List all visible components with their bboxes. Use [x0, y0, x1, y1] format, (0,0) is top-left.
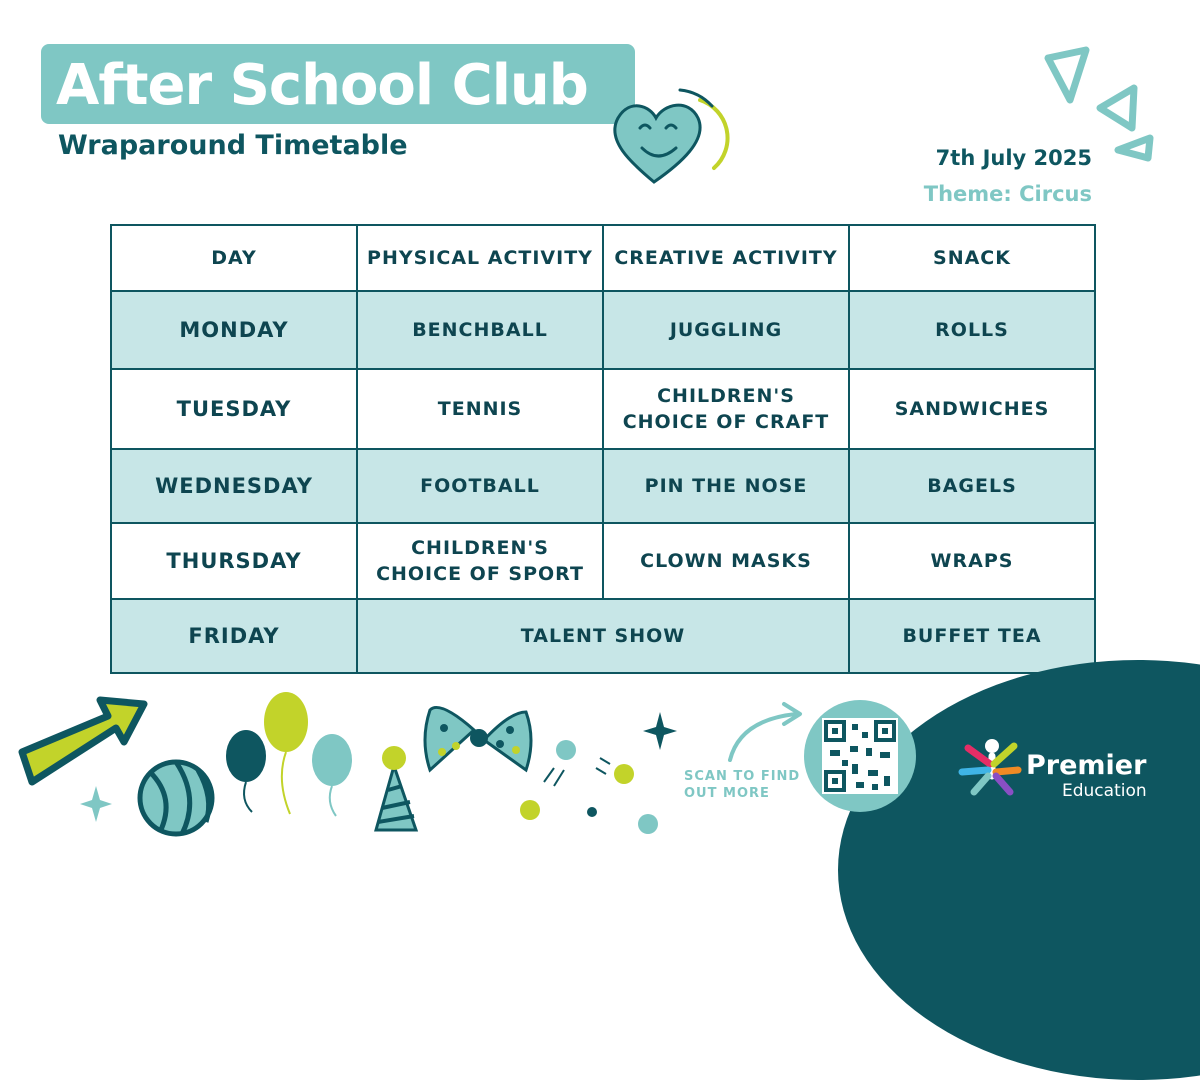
- snack-cell: SANDWICHES: [849, 369, 1095, 449]
- brand-name: Premier: [1026, 750, 1147, 781]
- triangle-burst-icon: [1048, 50, 1150, 158]
- arrow-icon: [22, 700, 144, 782]
- beach-ball-icon: [140, 762, 212, 834]
- page-title: After School Club: [56, 53, 588, 118]
- day-cell: WEDNESDAY: [111, 449, 357, 523]
- date-label: 7th July 2025: [935, 146, 1092, 170]
- header-day: DAY: [111, 225, 357, 291]
- table-row: [111, 599, 1095, 673]
- table-row: [111, 523, 1095, 599]
- creative-cell: JUGGLING: [603, 291, 849, 369]
- physical-cell: TENNIS: [357, 369, 603, 449]
- snack-cell: WRAPS: [849, 523, 1095, 599]
- header-snack: SNACK: [849, 225, 1095, 291]
- header-creative: CREATIVE ACTIVITY: [603, 225, 849, 291]
- physical-cell: BENCHBALL: [357, 291, 603, 369]
- creative-cell: CLOWN MASKS: [603, 523, 849, 599]
- sparkle-icon: [643, 712, 677, 750]
- header-row: [111, 225, 1095, 291]
- day-cell: FRIDAY: [111, 599, 357, 673]
- snack-cell: ROLLS: [849, 291, 1095, 369]
- sparkle-icon: [80, 786, 112, 822]
- snack-cell: BAGELS: [849, 449, 1095, 523]
- table-row: [111, 369, 1095, 449]
- theme-label: Theme: Circus: [923, 182, 1092, 206]
- day-cell: THURSDAY: [111, 523, 357, 599]
- page-subtitle: Wraparound Timetable: [58, 130, 408, 161]
- day-cell: TUESDAY: [111, 369, 357, 449]
- header-physical: PHYSICAL ACTIVITY: [357, 225, 603, 291]
- creative-cell: CHILDREN'S CHOICE OF CRAFT: [603, 369, 849, 449]
- day-cell: MONDAY: [111, 291, 357, 369]
- scan-caption: SCAN TO FIND OUT MORE: [684, 769, 801, 801]
- juggling-balls-icon: [520, 740, 658, 834]
- party-hat-icon: [376, 746, 416, 830]
- timetable: [110, 224, 1096, 674]
- snack-cell: BUFFET TEA: [849, 599, 1095, 673]
- physical-cell: FOOTBALL: [357, 449, 603, 523]
- creative-cell: PIN THE NOSE: [603, 449, 849, 523]
- bow-tie-icon: [425, 708, 531, 771]
- table-row: [111, 449, 1095, 523]
- brand-subtitle: Education: [1062, 781, 1147, 801]
- scan-arrow-icon: [730, 714, 796, 760]
- table-row: [111, 291, 1095, 369]
- combined-activity-cell: TALENT SHOW: [357, 599, 849, 673]
- corner-shape: [838, 660, 1200, 1080]
- balloon-icon: [226, 692, 352, 816]
- physical-cell: CHILDREN'S CHOICE OF SPORT: [357, 523, 603, 599]
